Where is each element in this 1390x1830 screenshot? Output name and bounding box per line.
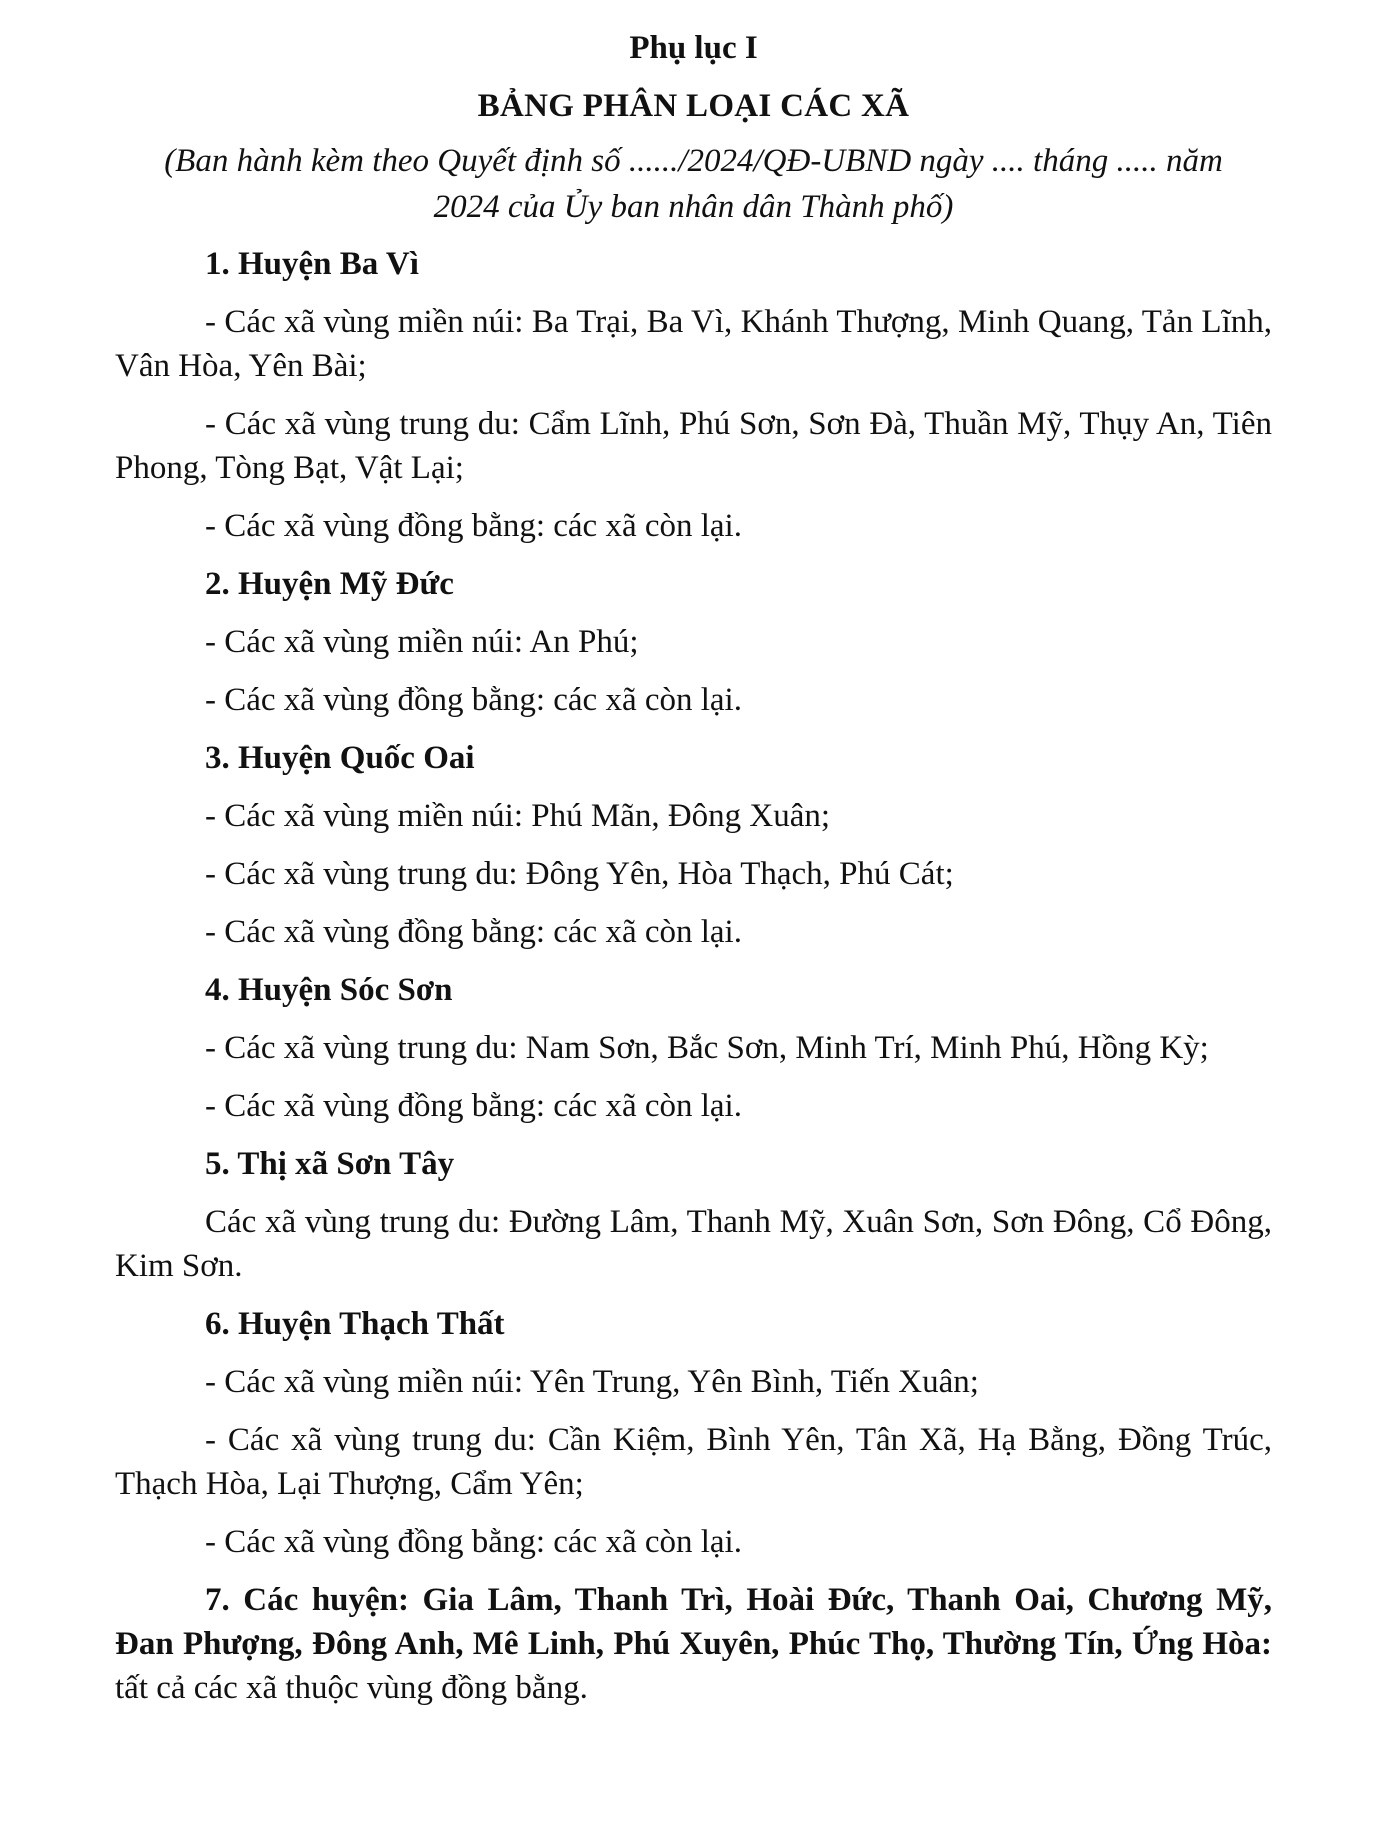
section-line: - Các xã vùng đồng bằng: các xã còn lại. <box>205 1088 742 1124</box>
final-paragraph-rest: tất cả các xã thuộc vùng đồng bằng. <box>115 1670 588 1706</box>
section-heading: 5. Thị xã Sơn Tây <box>205 1146 455 1182</box>
section-line: Các xã vùng trung du: Đường Lâm, Thanh Mỹ, Xuân Sơn, Sơn Đông, Cổ Đông, Kim Sơn. <box>115 1204 1272 1284</box>
section-heading: 4. Huyện Sóc Sơn <box>205 972 453 1008</box>
annex-label: Phụ lục I <box>629 30 758 66</box>
section-line: - Các xã vùng đồng bằng: các xã còn lại. <box>205 1524 742 1560</box>
section-ba-vi <box>115 242 1272 548</box>
section-son-tay <box>115 1142 1272 1288</box>
section-line: - Các xã vùng miền núi: Ba Trại, Ba Vì, Khánh Thượng, Minh Quang, Tản Lĩnh, Vân Hòa, Yên Bài; <box>115 304 1272 384</box>
final-paragraph <box>115 1578 1272 1710</box>
section-heading: 3. Huyện Quốc Oai <box>205 740 475 776</box>
section-line: - Các xã vùng miền núi: An Phú; <box>205 624 639 660</box>
section-line: - Các xã vùng đồng bằng: các xã còn lại. <box>205 508 742 544</box>
document-title: BẢNG PHÂN LOẠI CÁC XÃ <box>477 88 910 124</box>
document-subtitle: (Ban hành kèm theo Quyết định số ....../2024/QĐ-UBND ngày .... tháng ..... năm 2024 của Ủy ban nhân dân Thành phố) <box>164 143 1223 225</box>
section-line: - Các xã vùng trung du: Nam Sơn, Bắc Sơn, Minh Trí, Minh Phú, Hồng Kỳ; <box>205 1030 1209 1066</box>
section-line: - Các xã vùng đồng bằng: các xã còn lại. <box>205 682 742 718</box>
section-thach-that <box>115 1302 1272 1564</box>
final-paragraph-bold: 7. Các huyện: Gia Lâm, Thanh Trì, Hoài Đức, Thanh Oai, Chương Mỹ, Đan Phượng, Đông Anh, Mê Linh, Phú Xuyên, Phúc Thọ, Thường Tín, Ứng Hòa: <box>115 1582 1272 1662</box>
section-soc-son <box>115 968 1272 1128</box>
section-line: - Các xã vùng miền núi: Yên Trung, Yên Bình, Tiến Xuân; <box>205 1364 979 1400</box>
section-heading: 6. Huyện Thạch Thất <box>205 1306 505 1342</box>
section-my-duc <box>115 562 1272 722</box>
section-heading: 1. Huyện Ba Vì <box>205 246 419 282</box>
section-line: - Các xã vùng trung du: Đông Yên, Hòa Thạch, Phú Cát; <box>205 856 954 892</box>
section-line: - Các xã vùng trung du: Cẩm Lĩnh, Phú Sơn, Sơn Đà, Thuần Mỹ, Thụy An, Tiên Phong, Tòng Bạt, Vật Lại; <box>115 406 1272 486</box>
section-line: - Các xã vùng đồng bằng: các xã còn lại. <box>205 914 742 950</box>
section-heading: 2. Huyện Mỹ Đức <box>205 566 454 602</box>
section-line: - Các xã vùng trung du: Cần Kiệm, Bình Yên, Tân Xã, Hạ Bằng, Đồng Trúc, Thạch Hòa, Lại Thượng, Cẩm Yên; <box>115 1422 1272 1502</box>
section-line: - Các xã vùng miền núi: Phú Mãn, Đông Xuân; <box>205 798 831 834</box>
section-quoc-oai <box>115 736 1272 954</box>
